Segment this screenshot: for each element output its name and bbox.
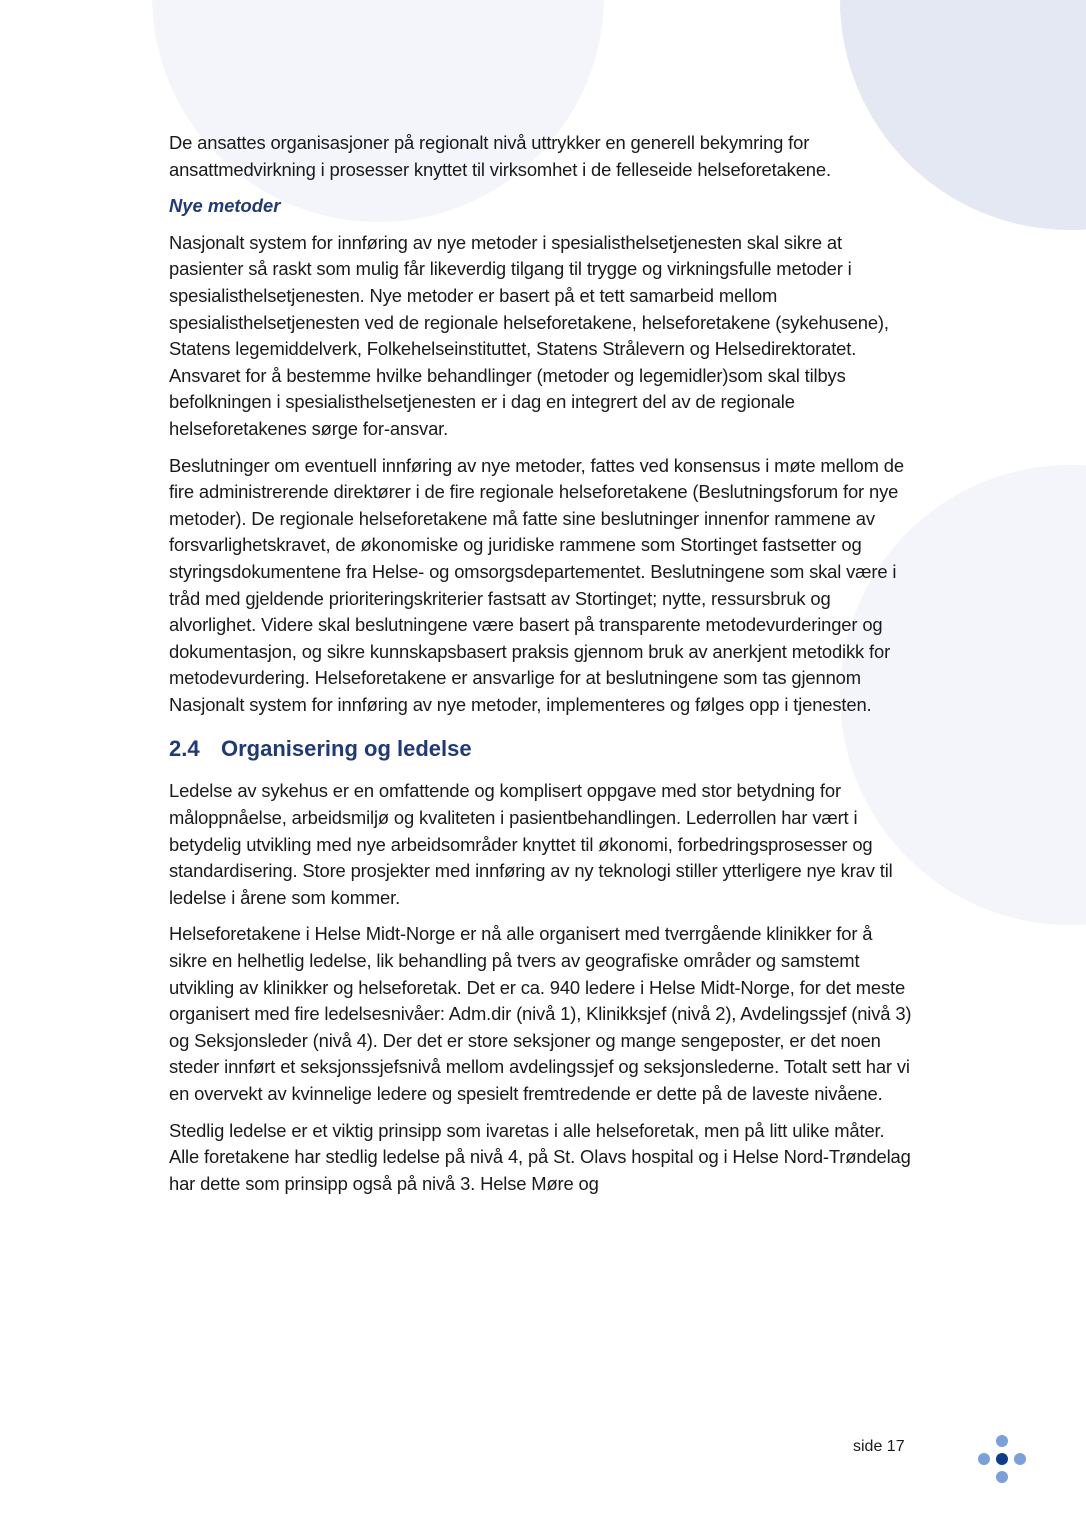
page-number: side 17: [853, 1438, 905, 1455]
section-title: Organisering og ledelse: [221, 736, 472, 762]
section-number: 2.4: [169, 736, 200, 762]
body-paragraph: Ledelse av sykehus er en omfattende og komplisert oppgave med stor betydning for måloppnåelse, arbeidsmiljø og kvaliteten i pasientbehandlingen. Lederrollen har vært i betydelig utvikling med nye arbeidsområder knyttet til økonomi, forbedringsprosesser og standardisering. Store prosjekter med innføring av ny teknologi stiller ytterligere nye krav til ledelse i årene som kommer.: [169, 780, 893, 908]
four-dot-cross-logo-icon: [975, 1434, 1029, 1488]
body-paragraph: Beslutninger om eventuell innføring av nye metoder, fattes ved konsensus i møte mellom de fire administrerende direktører i de fire regionale helseforetakene (Beslutningsforum for nye metoder). De regionale helseforetakene må fatte sine beslutninger innenfor rammene av forsvarlighetskravet, de økonomiske og juridiske rammene som Stortinget fastsetter og styringsdokumentene fra Helse- og omsorgsdepartementet. Beslutningene som skal være i tråd med gjeldende prioriteringskriterier fastsatt av Stortinget; nytte, ressursbruk og alvorlighet. Videre skal beslutningene være basert på transparente metodevurderinger og dokumentasjon, og sikre kunnskapsbasert praksis gjennom bruk av anerkjent metodikk for metodevurdering. Helseforetakene er ansvarlige for at beslutningene som tas gjennom Nasjonalt system for innføring av nye metoder, implementeres og følges opp i tjenesten.: [169, 454, 904, 715]
logo-dot-icon: [996, 1471, 1008, 1483]
subsection-heading: Nye metoder: [169, 195, 281, 217]
page-content: [169, 130, 914, 1207]
section-heading: [169, 734, 914, 764]
body-paragraph: Nasjonalt system for innføring av nye metoder i spesialisthelsetjenesten skal sikre at pasienter så raskt som mulig får likeverdig tilgang til trygge og virkningsfulle metoder i spesialisthelsetjenesten. Nye metoder er basert på et tett samarbeid mellom spesialisthelsetjenesten ved de regionale helseforetakene, helseforetakene (sykehusene), Statens legemiddelverk, Folkehelseinstituttet, Statens Strålevern og Helsedirektoratet. Ansvaret for å bestemme hvilke behandlinger (metoder og legemidler)som skal tilbys befolkningen i spesialisthelsetjenesten er i dag en integrert del av de regionale helseforetakenes sørge for-ansvar.: [169, 231, 889, 439]
body-paragraph: Stedlig ledelse er et viktig prinsipp som ivaretas i alle helseforetak, men på litt ulike måter. Alle foretakene har stedlig ledelse på nivå 4, på St. Olavs hospital og i Helse Nord-Trøndelag har dette som prinsipp også på nivå 3. Helse Møre og: [169, 1119, 911, 1194]
body-paragraph: Helseforetakene i Helse Midt-Norge er nå alle organisert med tverrgående klinikker for å sikre en helhetlig ledelse, lik behandling på tvers av geografiske områder og samstemt utvikling av klinikker og helseforetak. Det er ca. 940 ledere i Helse Midt-Norge, for det meste organisert med fire ledelsesnivåer: Adm.dir (nivå 1), Klinikksjef (nivå 2), Avdelingssjef (nivå 3) og Seksjonsleder (nivå 4). Der det er store seksjoner og mange sengeposter, er det noen steder innført et seksjonssjefsnivå mellom avdelingssjef og seksjonslederne. Totalt sett har vi en overvekt av kvinnelige ledere og spesielt fremtredende er dette på de laveste nivåene.: [169, 923, 912, 1104]
body-paragraph: De ansattes organisasjoner på regionalt nivå uttrykker en generell bekymring for ansattmedvirkning i prosesser knyttet til virksomhet i de felleseide helseforetakene.: [169, 132, 831, 180]
logo-dot-icon: [1014, 1453, 1026, 1465]
logo-center-dot-icon: [996, 1453, 1008, 1465]
logo-dot-icon: [996, 1435, 1008, 1447]
logo-dot-icon: [978, 1453, 990, 1465]
